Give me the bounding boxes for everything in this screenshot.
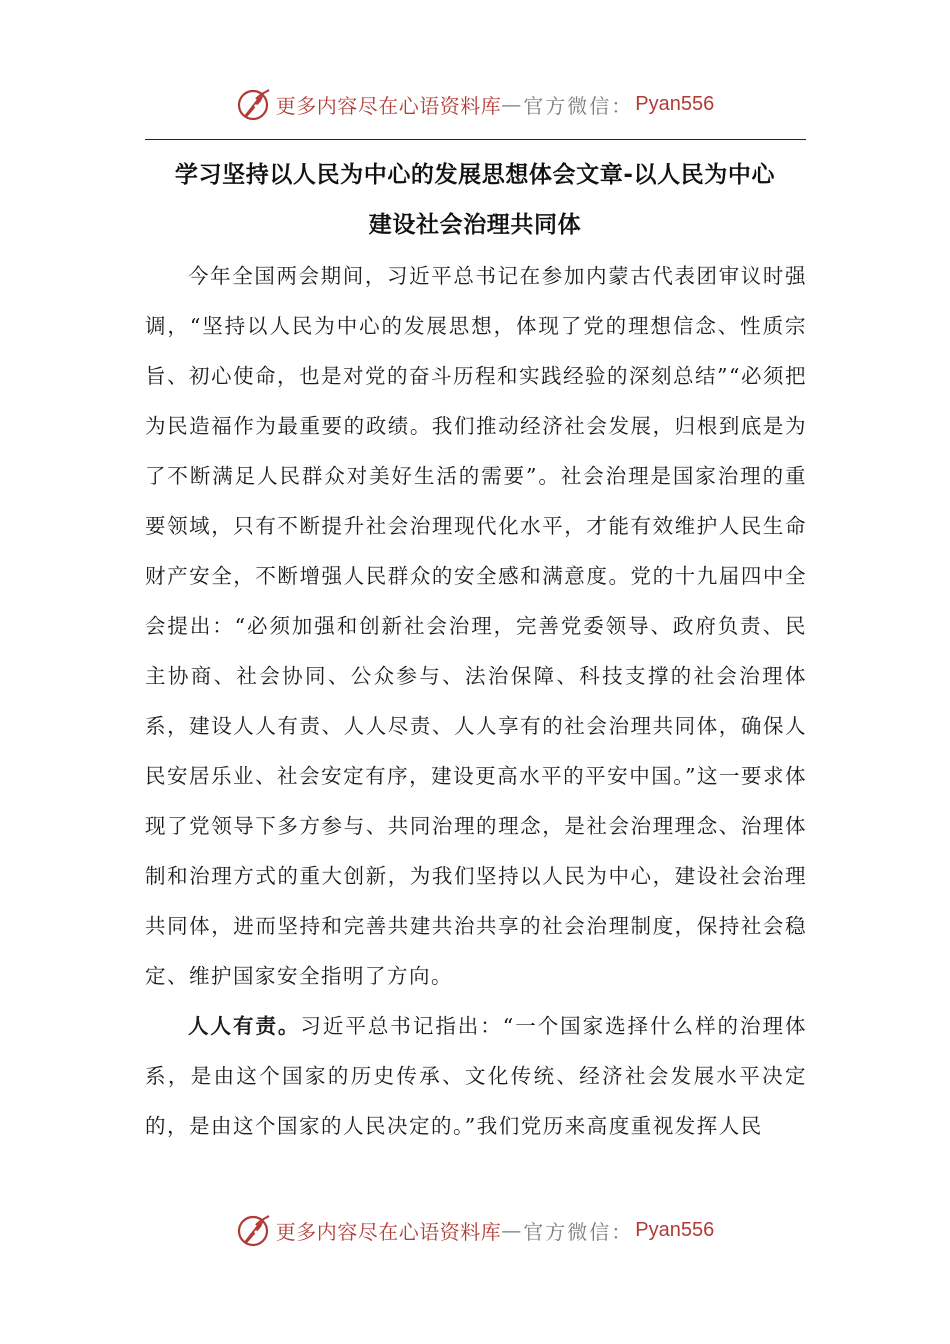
watermark-wechat-id: Pyan556 [635,92,715,115]
document-title [140,150,810,250]
watermark-brand-text: 更多内容尽在心语资料库 [275,1219,502,1244]
paragraph-2 [145,1001,807,1151]
header-watermark [0,82,950,126]
title-line-2: 建设社会治理共同体 [368,212,582,238]
title-line-1: 学习坚持以人民为中心的发展思想体会文章-以人民为中心 [174,162,776,188]
pen-nib-logo-icon [236,1212,272,1248]
watermark-dash: — [501,92,524,116]
footer-watermark [0,1208,950,1252]
watermark-official-label: 官方微信： [523,1219,634,1244]
paragraph-2-lead: 人人有责。 [188,1014,301,1038]
watermark-brand-text: 更多内容尽在心语资料库 [275,93,502,118]
watermark-wechat-id: Pyan556 [635,1218,715,1241]
watermark-official-label: 官方微信： [523,93,634,118]
header-divider [145,139,806,140]
paragraph-2-body: 习近平总书记指出：“一个国家选择什么样的治理体系，是由这个国家的历史传承、文化传统、经济社会发展水平决定的，是由这个国家的人民决定的。”我们党历来高度重视发挥人民 [145,1014,808,1138]
paragraph-1: 今年全国两会期间，习近平总书记在参加内蒙古代表团审议时强调，“坚持以人民为中心的发展思想，体现了党的理想信念、性质宗旨、初心使命，也是对党的奋斗历程和实践经验的深刻总结”“必须把为民造福作为最重要的政绩。我们推动经济社会发展，归根到底是为了不断满足人民群众对美好生活的需要”。社会治理是国家治理的重要领域，只有不断提升社会治理现代化水平，才能有效维护人民生命财产安全，不断增强人民群众的安全感和满意度。党的十九届四中全会提出：“必须加强和创新社会治理，完善党委领导、政府负责、民主协商、社会协同、公众参与、法治保障、科技支撑的社会治理体系，建设人人有责、人人尽责、人人享有的社会治理共同体，确保人民安居乐业、社会安定有序，建设更高水平的平安中国。”这一要求体现了党领导下多方参与、共同治理的理念，是社会治理理念、治理体制和治理方式的重大创新，为我们坚持以人民为中心，建设社会治理共同体，进而坚持和完善共建共治共享的社会治理制度，保持社会稳定、维护国家安全指明了方向。 [145,264,807,988]
pen-nib-logo-icon [236,86,272,122]
watermark-dash: — [501,1218,524,1242]
